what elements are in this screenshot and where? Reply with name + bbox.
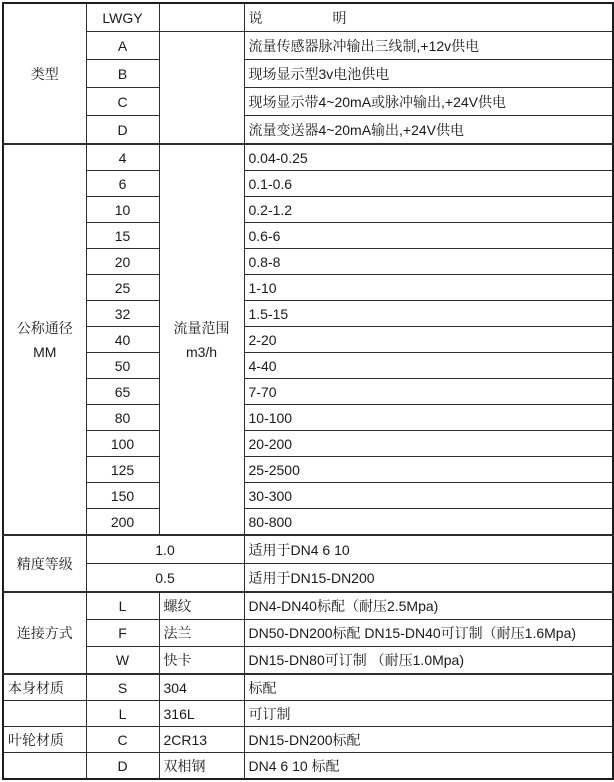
cell-material-code: C <box>86 727 159 753</box>
cell-dn: 15 <box>86 223 159 249</box>
cell-flow-range: 0.6-6 <box>244 223 613 249</box>
cell-material-description: DN15-DN200标配 <box>244 727 613 753</box>
cell-dn: 65 <box>86 379 159 405</box>
flow-range-label-line2: m3/h <box>185 343 218 360</box>
cell-material-description: 标配 <box>244 674 613 701</box>
table-row <box>3 171 613 197</box>
cell-connection-code: L <box>86 592 159 620</box>
cell-connection-code: W <box>86 647 159 675</box>
cell-connection-name: 螺纹 <box>159 592 244 620</box>
cell-accuracy-grade: 0.5 <box>86 564 244 593</box>
empty-cell <box>159 3 244 32</box>
cell-connection-description: DN4-DN40标配（耐压2.5Mpa) <box>244 592 613 620</box>
cell-dn: 40 <box>86 327 159 353</box>
cell-flow-range: 0.8-8 <box>244 249 613 275</box>
cell-dn: 100 <box>86 431 159 457</box>
cell-accuracy-section-label: 精度等级 <box>3 535 86 592</box>
table-row <box>3 592 613 620</box>
cell-dn: 4 <box>86 144 159 171</box>
cell-flow-range: 0.04-0.25 <box>244 144 613 171</box>
table-row <box>3 753 613 780</box>
cell-flow-range: 30-300 <box>244 483 613 509</box>
cell-connection-code: F <box>86 620 159 647</box>
table-row <box>3 509 613 536</box>
cell-material-description: 可订制 <box>244 701 613 727</box>
table-row <box>3 379 613 405</box>
cell-flow-range: 4-40 <box>244 353 613 379</box>
table-row <box>3 431 613 457</box>
cell-flow-range: 20-200 <box>244 431 613 457</box>
cell-flow-range: 80-800 <box>244 509 613 536</box>
cell-material-name: 316L <box>159 701 244 727</box>
cell-connection-description: DN15-DN80可订制 （耐压1.0Mpa) <box>244 647 613 675</box>
table-row <box>3 353 613 379</box>
table-row <box>3 647 613 675</box>
cell-type-code: C <box>86 88 159 116</box>
cell-dn: 80 <box>86 405 159 431</box>
cell-connection-name: 快卡 <box>159 647 244 675</box>
table-row <box>3 327 613 353</box>
table-row <box>3 3 613 32</box>
cell-material-code: S <box>86 674 159 701</box>
cell-dn: 6 <box>86 171 159 197</box>
cell-flow-range: 1-10 <box>244 275 613 301</box>
cell-type-description: 现场显示型3v电池供电 <box>244 60 613 88</box>
cell-material-code: L <box>86 701 159 727</box>
table-row <box>3 701 613 727</box>
table-row <box>3 88 613 116</box>
cell-dn: 50 <box>86 353 159 379</box>
cell-type-code: D <box>86 116 159 145</box>
table-row <box>3 405 613 431</box>
cell-material-name: 双相钢 <box>159 753 244 780</box>
table-row <box>3 249 613 275</box>
table-row <box>3 223 613 249</box>
empty-cell <box>159 32 244 145</box>
empty-cell <box>3 701 86 727</box>
table-row <box>3 483 613 509</box>
table-row <box>3 535 613 564</box>
empty-cell <box>3 753 86 780</box>
flow-meter-spec-table <box>2 2 614 780</box>
diameter-label-line2: MM <box>33 343 57 360</box>
cell-connection-name: 法兰 <box>159 620 244 647</box>
cell-model-code-header: LWGY <box>86 3 159 32</box>
cell-accuracy-description: 适用于DN15-DN200 <box>244 564 613 593</box>
cell-flow-range-label <box>159 144 244 535</box>
cell-dn: 25 <box>86 275 159 301</box>
cell-material-section-label: 本身材质 <box>3 674 86 701</box>
cell-type-code: A <box>86 32 159 60</box>
cell-material-code: D <box>86 753 159 780</box>
cell-type-description: 现场显示带4~20mA或脉冲输出,+24V供电 <box>244 88 613 116</box>
table-row <box>3 301 613 327</box>
cell-type-section-label: 类型 <box>3 3 86 144</box>
table-row <box>3 144 613 171</box>
cell-connection-section-label: 连接方式 <box>3 592 86 674</box>
flow-range-label-line1: 流量范围 <box>173 319 230 336</box>
table-row <box>3 32 613 60</box>
cell-description-header: 说明 <box>244 3 613 32</box>
cell-dn: 20 <box>86 249 159 275</box>
cell-material-description: DN4 6 10 标配 <box>244 753 613 780</box>
table-row <box>3 564 613 593</box>
cell-type-description: 流量变送器4~20mA输出,+24V供电 <box>244 116 613 145</box>
cell-flow-range: 7-70 <box>244 379 613 405</box>
cell-connection-description: DN50-DN200标配 DN15-DN40可订制（耐压1.6Mpa) <box>244 620 613 647</box>
cell-type-code: B <box>86 60 159 88</box>
cell-type-description: 流量传感器脉冲输出三线制,+12v供电 <box>244 32 613 60</box>
table-row <box>3 60 613 88</box>
cell-material-name: 2CR13 <box>159 727 244 753</box>
table-row <box>3 674 613 701</box>
cell-dn: 125 <box>86 457 159 483</box>
cell-flow-range: 2-20 <box>244 327 613 353</box>
table-row <box>3 275 613 301</box>
cell-dn: 10 <box>86 197 159 223</box>
table-row <box>3 197 613 223</box>
cell-material-section-label: 叶轮材质 <box>3 727 86 753</box>
cell-diameter-section-label <box>3 144 86 535</box>
cell-flow-range: 0.1-0.6 <box>244 171 613 197</box>
table-row <box>3 457 613 483</box>
cell-flow-range: 0.2-1.2 <box>244 197 613 223</box>
cell-flow-range: 1.5-15 <box>244 301 613 327</box>
cell-dn: 150 <box>86 483 159 509</box>
cell-accuracy-description: 适用于DN4 6 10 <box>244 535 613 564</box>
diameter-label-line1: 公称通径 <box>16 319 73 336</box>
cell-flow-range: 25-2500 <box>244 457 613 483</box>
cell-flow-range: 10-100 <box>244 405 613 431</box>
table-row <box>3 620 613 647</box>
cell-dn: 32 <box>86 301 159 327</box>
cell-dn: 200 <box>86 509 159 536</box>
table-row <box>3 116 613 145</box>
table-row <box>3 727 613 753</box>
cell-material-name: 304 <box>159 674 244 701</box>
cell-accuracy-grade: 1.0 <box>86 535 244 564</box>
